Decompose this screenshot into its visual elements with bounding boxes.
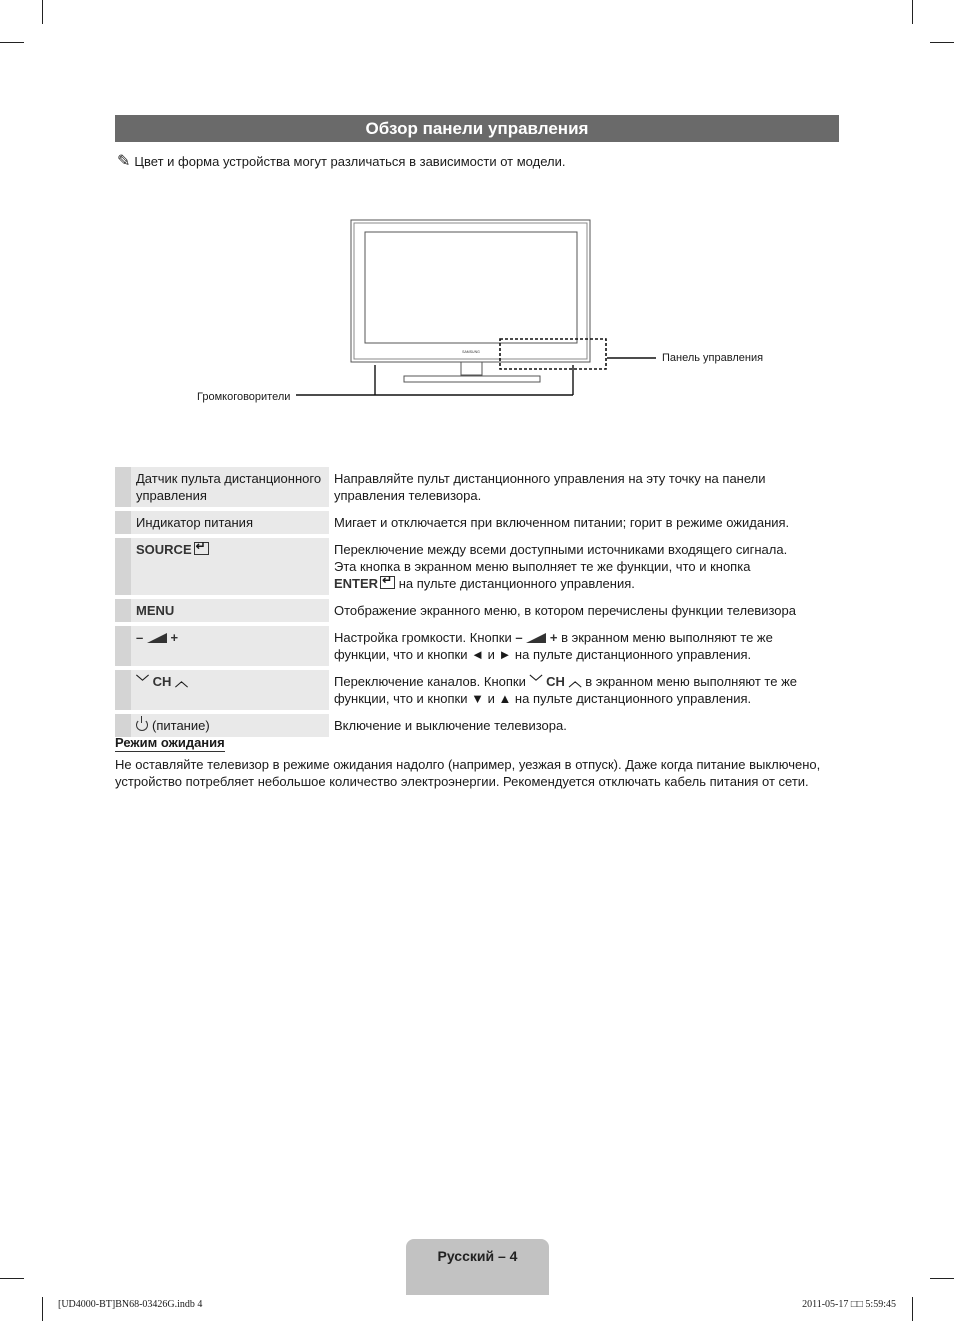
table-row bbox=[115, 626, 839, 666]
crop-mark bbox=[42, 0, 43, 24]
desc-line: Переключение каналов. Кнопки ﹀ CH ︿ в экранном меню выполняют те же bbox=[334, 674, 797, 689]
row-desc bbox=[329, 538, 839, 595]
row-name: Индикатор питания bbox=[131, 511, 329, 534]
row-marker bbox=[115, 670, 131, 710]
row-desc: Мигает и отключается при включенном питании; горит в режиме ожидания. bbox=[329, 511, 839, 534]
row-name bbox=[131, 599, 329, 622]
page-title: Обзор панели управления bbox=[115, 115, 839, 142]
row-marker bbox=[115, 599, 131, 622]
tv-brand-logo: SAMSUNG bbox=[462, 350, 480, 354]
row-desc: Включение и выключение телевизора. bbox=[329, 714, 839, 737]
row-marker bbox=[115, 511, 131, 534]
desc-line: Эта кнопка в экранном меню выполняет те же функции, что и кнопка bbox=[334, 559, 751, 574]
note bbox=[117, 151, 565, 171]
row-desc bbox=[329, 626, 839, 666]
volume-icon bbox=[147, 633, 167, 643]
row-name: (питание) bbox=[131, 714, 329, 737]
footer-file: [UD4000-BT]BN68-03426G.indb 4 bbox=[58, 1299, 203, 1310]
crop-mark bbox=[0, 1278, 24, 1279]
menu-key-label: MENU bbox=[136, 603, 175, 618]
source-key-label: SOURCE bbox=[136, 542, 192, 557]
row-marker bbox=[115, 538, 131, 595]
chevron-down-icon: ﹀ bbox=[136, 674, 150, 689]
crop-mark bbox=[912, 1297, 913, 1321]
callout-speakers: Громкоговорители bbox=[197, 391, 291, 403]
table-row bbox=[115, 599, 839, 622]
crop-mark bbox=[930, 1278, 954, 1279]
desc-line: функции, что и кнопки ◄ и ► на пульте дистанционного управления. bbox=[334, 647, 752, 662]
row-marker bbox=[115, 626, 131, 666]
row-name bbox=[131, 670, 329, 710]
row-desc bbox=[329, 670, 839, 710]
enter-icon bbox=[380, 576, 395, 589]
table-row bbox=[115, 511, 839, 534]
row-name: Датчик пульта дистанционного управления bbox=[131, 467, 329, 507]
chevron-down-icon: ﹀ bbox=[529, 674, 543, 689]
standby-heading: Режим ожидания bbox=[115, 735, 225, 750]
table-row bbox=[115, 670, 839, 710]
table-row bbox=[115, 714, 839, 737]
crop-mark bbox=[930, 42, 954, 43]
note-text: Цвет и форма устройства могут различаться в зависимости от модели. bbox=[134, 154, 566, 169]
volume-minus-label: – bbox=[136, 630, 144, 645]
crop-mark bbox=[912, 0, 913, 24]
desc-line: Настройка громкости. Кнопки – + в экранном меню выполняют те же bbox=[334, 630, 773, 645]
row-name bbox=[131, 626, 329, 666]
standby-text: Не оставляйте телевизор в режиме ожидания надолго (например, уезжая в отпуск). Даже когда питание выключено, устройство потребляет небольшое количество электроэнергии. Рекомендуется отключать кабель питания от сети. bbox=[115, 757, 821, 789]
row-desc: Отображение экранного меню, в котором перечислены функции телевизора bbox=[329, 599, 839, 622]
page-number-tab: Русский – 4 bbox=[406, 1239, 549, 1295]
row-marker bbox=[115, 714, 131, 737]
row-name bbox=[131, 538, 329, 595]
desc-line: Переключение между всеми доступными источниками входящего сигнала. bbox=[334, 542, 788, 557]
desc-line: функции, что и кнопки ▼ и ▲ на пульте дистанционного управления. bbox=[334, 691, 752, 706]
tv-stand-base bbox=[404, 376, 540, 382]
tv-screen bbox=[365, 232, 577, 343]
chevron-up-icon: ︿ bbox=[568, 674, 582, 689]
table-row bbox=[115, 467, 839, 507]
tv-stand-neck bbox=[461, 362, 482, 375]
volume-icon bbox=[526, 633, 546, 643]
table-row bbox=[115, 538, 839, 595]
enter-icon bbox=[194, 542, 209, 555]
control-panel-table bbox=[115, 463, 839, 741]
tv-diagram bbox=[190, 215, 790, 410]
footer-timestamp: 2011-05-17 □□ 5:59:45 bbox=[802, 1299, 896, 1310]
row-marker bbox=[115, 467, 131, 507]
crop-mark bbox=[0, 42, 24, 43]
desc-line bbox=[334, 575, 835, 592]
crop-mark bbox=[42, 1297, 43, 1321]
ch-key-label: CH bbox=[152, 674, 172, 689]
row-desc: Направляйте пульт дистанционного управления на эту точку на панели управления телевизора. bbox=[329, 467, 839, 507]
power-icon bbox=[136, 719, 148, 731]
volume-plus-label: + bbox=[170, 630, 179, 645]
desc-text: на пульте дистанционного управления. bbox=[398, 576, 635, 591]
chevron-up-icon: ︿ bbox=[175, 674, 189, 689]
enter-key-label: ENTER bbox=[334, 576, 379, 591]
pencil-note-icon: ✎ bbox=[117, 153, 131, 170]
callout-control-panel: Панель управления bbox=[662, 352, 764, 364]
